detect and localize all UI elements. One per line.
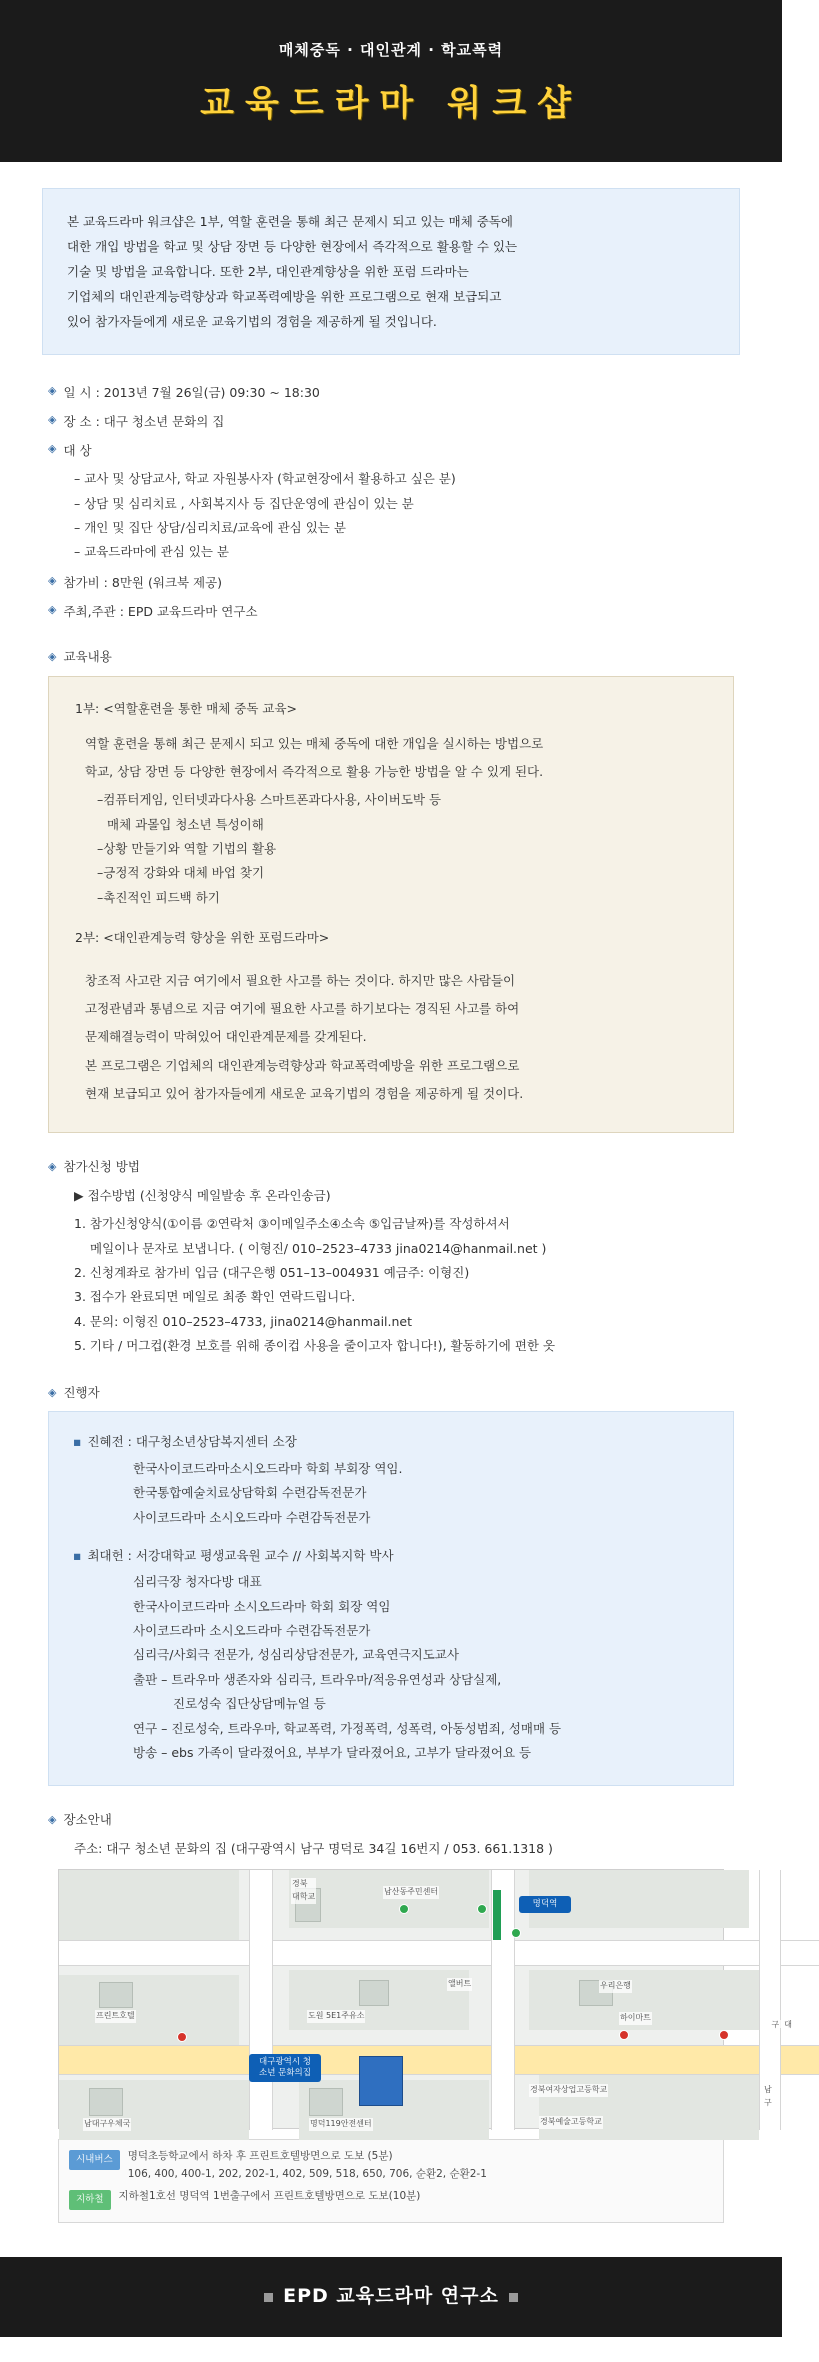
transit-subway-line1: 지하철1호선 명덕역 1번출구에서 프린트호텔방면으로 도보(10분)	[118, 2189, 421, 2202]
map-label: 도원 5E1주유소	[307, 2010, 365, 2023]
header-subtitle: 매체중독 · 대인관계 · 학교폭력	[278, 41, 504, 59]
map-building	[89, 2088, 123, 2116]
part1-item: 매체 과몰입 청소년 특성이해	[107, 816, 264, 832]
intro-line-4: 기업체의 대인관계능력향상과 학교폭력예방을 위한 프로그램으로 현재 보급되고	[67, 289, 502, 304]
diamond-icon: ◈	[48, 1160, 57, 1174]
spacer	[75, 910, 707, 926]
map-label: 경북예술고등학교	[539, 2116, 603, 2129]
part1-body-1: 역할 훈련을 통해 최근 문제시 되고 있는 매체 중독에 대한 개입을 실시하는 방법으로	[85, 735, 544, 751]
apply-step-no: 4.	[74, 1313, 86, 1329]
footer-text: EPD 교육드라마 연구소	[283, 2285, 499, 2308]
poster-content	[0, 381, 793, 2223]
map-label: 하이마트	[619, 2012, 652, 2025]
info-place: ◈ 장 소 : 대구 청소년 문화의 집	[48, 410, 734, 434]
info-target-item: – 개인 및 집단 상담/심리치료/교육에 관심 있는 분	[74, 520, 346, 535]
map-label: 남 구	[763, 2084, 773, 2110]
location-heading	[48, 1810, 734, 1831]
square-icon	[264, 2293, 273, 2302]
part1-item: –촉진적인 피드백 하기	[97, 889, 220, 905]
info-fee: ◈ 참가비 : 8만원 (워크북 제공)	[48, 571, 734, 595]
apply-method: ▶ 접수방법 (신청양식 메일발송 후 온라인송금)	[74, 1188, 331, 1204]
info-place-label: 장 소	[63, 413, 92, 429]
curriculum-heading	[48, 647, 734, 668]
transit-info	[58, 2139, 724, 2223]
map-label: 경북여자상업고등학교	[529, 2084, 608, 2097]
presenters-box	[48, 1411, 734, 1786]
apply-step	[74, 1310, 734, 1334]
map-label: 우리은행	[599, 1980, 632, 1993]
info-host-value: EPD 교육드라마 연구소	[127, 603, 258, 619]
poster-footer	[0, 2257, 782, 2337]
apply-step-no: 2.	[74, 1265, 86, 1281]
location-map[interactable]	[58, 1869, 793, 2129]
map-pin-red[interactable]	[719, 2030, 729, 2040]
diamond-icon: ◈	[48, 1813, 57, 1827]
presenter-1-line: 한국통합예술치료상담학회 수련감독전문가	[133, 1485, 367, 1501]
transit-bus-line1: 명덕초등학교에서 하차 후 프린트호텔방면으로 도보 (5분)	[127, 2150, 393, 2163]
presenter-2-line: 심리극장 청자다방 대표	[133, 1574, 262, 1590]
apply-step-line2: 메일이나 문자로 보냅니다. ( 이형진/ 010–2523–4733 jina0214@hanmail.net )	[90, 1240, 547, 1256]
intro-line-2: 대한 개입 방법을 학교 및 상담 장면 등 다양한 현장에서 즉각적으로 활용할 수 있는	[67, 239, 518, 254]
presenter-2-line: 연구 – 진로성숙, 트라우마, 학교폭력, 가정폭력, 성폭력, 아동성범죄, 성매매 등	[133, 1720, 562, 1736]
bullet-dot-icon: ▪	[73, 1547, 82, 1563]
presenter-2-line: 진로성숙 집단상담메뉴얼 등	[173, 1696, 326, 1712]
map-callout-venue: 대구광역시 청소년 문화의집	[249, 2054, 321, 2082]
info-target-item: – 교육드라마에 관심 있는 분	[74, 544, 229, 560]
info-fee-label: 참가비	[63, 574, 100, 590]
part2-body-5: 현재 보급되고 있어 참가자들에게 새로운 교육기법의 경험을 제공하게 될 것이다.	[85, 1086, 524, 1102]
apply-step-no: 1.	[74, 1216, 86, 1232]
map-label: 남산동주민센터	[383, 1886, 439, 1899]
diamond-icon: ◈	[48, 650, 57, 664]
part1-item: –상황 만들기와 역할 기법의 활용	[97, 841, 277, 857]
info-date-label: 일 시	[63, 385, 92, 400]
bullet-dot-icon: ▪	[73, 1434, 82, 1450]
info-host-label: 주최,주관	[63, 603, 116, 619]
presenter-1-name: ▪ 진혜전 : 대구청소년상담복지센터 소장	[73, 1434, 297, 1450]
spacer	[73, 1530, 709, 1544]
apply-step-line1: 신청계좌로 참가비 입금 (대구은행 051–13–004931 예금주: 이형진)	[89, 1265, 470, 1281]
presenters-heading-label: 진행자	[63, 1384, 100, 1400]
presenter-2-line: 심리극/사회극 전문가, 성심리상담전문가, 교육연극지도교사	[133, 1647, 459, 1663]
apply-step	[74, 1212, 734, 1261]
part2-body-2: 고정관념과 통념으로 지금 여기에 필요한 사고를 하기보다는 경직된 사고를 하여	[85, 1000, 520, 1016]
apply-step-no: 5.	[74, 1338, 86, 1354]
apply-step-line1: 문의: 이형진 010–2523–4733, jina0214@hanmail.net	[89, 1313, 412, 1329]
info-host: ◈ 주최,주관 : EPD 교육드라마 연구소	[48, 600, 734, 624]
presenter-2-line: 출판 – 트라우마 생존자와 심리극, 트라우마/적응유연성과 상담실제,	[133, 1671, 502, 1687]
info-fee-value: 8만원 (워크북 제공)	[111, 574, 223, 590]
apply-step	[74, 1261, 734, 1285]
part1-item: –컴퓨터게임, 인터넷과다사용 스마트폰과다사용, 사이버도박 등	[97, 792, 442, 808]
presenter-2-line: 한국사이코드라마 소시오드라마 학회 회장 역임	[133, 1598, 391, 1614]
curriculum-box	[48, 676, 734, 1133]
apply-heading-label: 참가신청 방법	[63, 1159, 140, 1175]
intro-line-3: 기술 및 방법을 교육합니다. 또한 2부, 대인관계향상을 위한 포럼 드라마는	[67, 264, 469, 279]
map-road	[249, 1870, 273, 2130]
intro-line-1: 본 교육드라마 워크샵은 1부, 역할 훈련을 통해 최근 문제시 되고 있는 매체 중독에	[67, 214, 514, 229]
part2-body-3: 문제해결능력이 막혀있어 대인관계문제를 갖게된다.	[85, 1029, 367, 1045]
intro-box	[42, 188, 740, 355]
apply-step	[74, 1285, 734, 1309]
info-target-item: – 상담 및 심리치료 , 사회복지사 등 집단운영에 관심이 있는 분	[74, 495, 414, 511]
map-building	[309, 2088, 343, 2116]
poster-header	[0, 0, 782, 162]
transit-subway	[69, 2188, 713, 2210]
bus-tag: 시내버스	[69, 2150, 120, 2170]
map-building	[359, 1980, 389, 2006]
page-title: 교육드라마 워크샵	[200, 84, 582, 124]
map-label: 앨버트	[447, 1978, 472, 1991]
map-label: 대 구	[767, 2020, 795, 2028]
spacer	[75, 961, 707, 969]
curriculum-heading-label: 교육내용	[63, 649, 112, 665]
subway-line	[493, 1890, 501, 1940]
apply-step	[74, 1334, 734, 1358]
map-callout-station: 명덕역	[519, 1896, 571, 1913]
map-label: 프린트호텔	[95, 2010, 136, 2023]
info-date: ◈ 일 시 : 2013년 7월 26일(금) 09:30 ~ 18:30	[48, 381, 734, 405]
part1-item: –긍정적 강화와 대체 바업 찾기	[97, 865, 265, 881]
subway-tag: 지하철	[69, 2190, 111, 2210]
map-road-major	[59, 2045, 819, 2075]
info-place-value: 대구 청소년 문화의 집	[103, 413, 225, 429]
info-target-item: – 교사 및 상담교사, 학교 자원봉사자 (학교현장에서 활용하고 싶은 분)	[74, 471, 456, 487]
presenters-heading	[48, 1383, 734, 1404]
part2-body-1: 창조적 사고란 지금 여기에서 필요한 사고를 하는 것이다. 하지만 많은 사람들이	[85, 972, 516, 988]
map-pin-green[interactable]	[511, 1928, 521, 1938]
presenter-2-line: 방송 – ebs 가족이 달라졌어요, 부부가 달라졌어요, 고부가 달라졌어요 등	[133, 1744, 532, 1760]
apply-step-line1: 접수가 완료되면 메일로 최종 확인 연락드립니다.	[89, 1289, 356, 1305]
map-pin-red[interactable]	[619, 2030, 629, 2040]
location-heading-label: 장소안내	[63, 1812, 112, 1828]
diamond-icon: ◈	[48, 412, 57, 426]
presenter-2-line: 사이코드라마 소시오드라마 수련감독전문가	[133, 1623, 371, 1639]
apply-heading	[48, 1157, 734, 1178]
part1-title: 1부: <역할훈련을 통한 매체 중독 교육>	[75, 701, 298, 717]
intro-line-5: 있어 참가자들에게 새로운 교육기법의 경험을 제공하게 될 것입니다.	[67, 314, 437, 329]
diamond-icon: ◈	[48, 384, 57, 397]
map-label: 남대구우체국	[83, 2118, 131, 2131]
map-label: 경북 대학교	[291, 1878, 316, 1904]
part1-body-2: 학교, 상담 장면 등 다양한 현장에서 즉각적으로 활용 가능한 방법을 알 수 있게 된다.	[85, 763, 544, 779]
part2-title: 2부: <대인관계능력 향상을 위한 포럼드라마>	[75, 930, 330, 946]
location-address: 주소: 대구 청소년 문화의 집 (대구광역시 남구 명덕로 34길 16번지 / 053. 661.1318 )	[74, 1841, 553, 1857]
diamond-icon: ◈	[48, 1385, 57, 1399]
part2-body-4: 본 프로그램은 기업체의 대인관계능력향상과 학교폭력예방을 위한 프로그램으로	[85, 1057, 520, 1073]
info-target	[48, 439, 734, 463]
apply-step-line1: 참가신청양식(①이름 ②연락처 ③이메일주소④소속 ⑤입금날짜)를 작성하셔서	[89, 1216, 510, 1232]
info-date-value: 2013년 7월 26일(금) 09:30 ~ 18:30	[103, 385, 320, 400]
map-building	[99, 1982, 133, 2008]
presenter-1-line: 한국사이코드라마소시오드라마 학회 부회장 역임.	[133, 1460, 403, 1476]
presenter-2-name: ▪ 최대헌 : 서강대학교 평생교육원 교수 // 사회복지학 박사	[73, 1547, 394, 1563]
presenter-1-line: 사이코드라마 소시오드라마 수련감독전문가	[133, 1509, 371, 1525]
diamond-icon: ◈	[48, 573, 57, 587]
apply-step-line1: 기타 / 머그컵(환경 보호를 위해 종이컵 사용을 줄이고자 합니다!), 활동하기에 편한 옷	[89, 1338, 556, 1354]
map-label: 명덕119안전센터	[309, 2118, 373, 2131]
map-block	[59, 1975, 239, 2045]
map-block	[59, 2080, 249, 2140]
info-target-label: 대 상	[63, 442, 92, 458]
map-road	[59, 1940, 819, 1966]
transit-bus-line2: 106, 400, 400-1, 202, 202-1, 402, 509, 518, 650, 706, 순환2, 순환2-1	[127, 2168, 487, 2181]
square-icon	[509, 2293, 518, 2302]
apply-step-no: 3.	[74, 1289, 86, 1305]
transit-bus	[69, 2148, 713, 2184]
info-list	[48, 381, 734, 623]
diamond-icon: ◈	[48, 441, 57, 455]
map-block	[59, 1870, 239, 1940]
map-target-building	[359, 2056, 403, 2106]
diamond-icon: ◈	[48, 602, 57, 616]
